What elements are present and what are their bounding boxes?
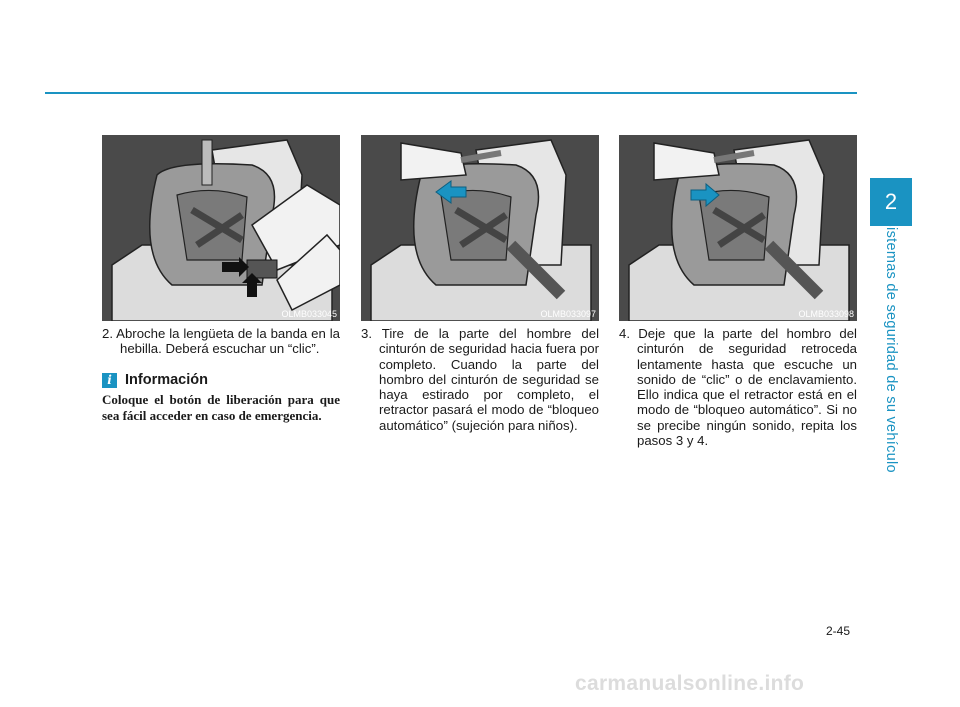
child-seat-pull-belt-illustration <box>361 135 599 321</box>
figure-buckle-latch <box>102 135 340 321</box>
step-4-text: 4. Deje que la parte del hombro del cinturón de seguridad retroceda lentamente hasta que escuche un sonido de “clic” o de enclavamiento. Ello indica que el retractor está en el modo de “bloqueo automático”. Si no se precibe ningún sonido, repita los pasos 3 y 4. <box>619 326 857 449</box>
figure-code: OLMB033097 <box>540 309 596 319</box>
info-icon: i <box>102 373 117 388</box>
figure-retract-belt <box>619 135 857 321</box>
column-1 <box>102 326 340 424</box>
step-2-text: 2. Abroche la lengüeta de la banda en la hebilla. Deberá escuchar un “clic”. <box>102 326 340 357</box>
column-2 <box>361 326 599 433</box>
info-header <box>102 373 340 388</box>
watermark: carmanualsonline.info <box>575 672 805 695</box>
child-seat-buckle-illustration <box>102 135 340 321</box>
info-body: Coloque el botón de liberación para que sea fácil acceder en caso de emergencia. <box>102 391 340 423</box>
header-rule <box>45 92 857 94</box>
chapter-title: Sistemas de seguridad de su vehículo <box>883 217 899 473</box>
column-3 <box>619 326 857 448</box>
figure-code: OLMB033045 <box>281 309 337 319</box>
info-title: Información <box>125 371 208 388</box>
figure-pull-belt-out <box>361 135 599 321</box>
page-number: 2-45 <box>826 624 851 638</box>
chapter-number: 2 <box>884 189 898 214</box>
figure-code: OLMB033098 <box>798 309 854 319</box>
step-3-text: 3. Tire de la parte del hombre del cinturón de seguridad hacia fuera por completo. Cuando la parte del hombro del cinturón de seguridad se haya estirado por completo, el retractor pasará el modo de “bloqueo automático” (sujeción para niños). <box>361 326 599 433</box>
child-seat-retract-belt-illustration <box>619 135 857 321</box>
